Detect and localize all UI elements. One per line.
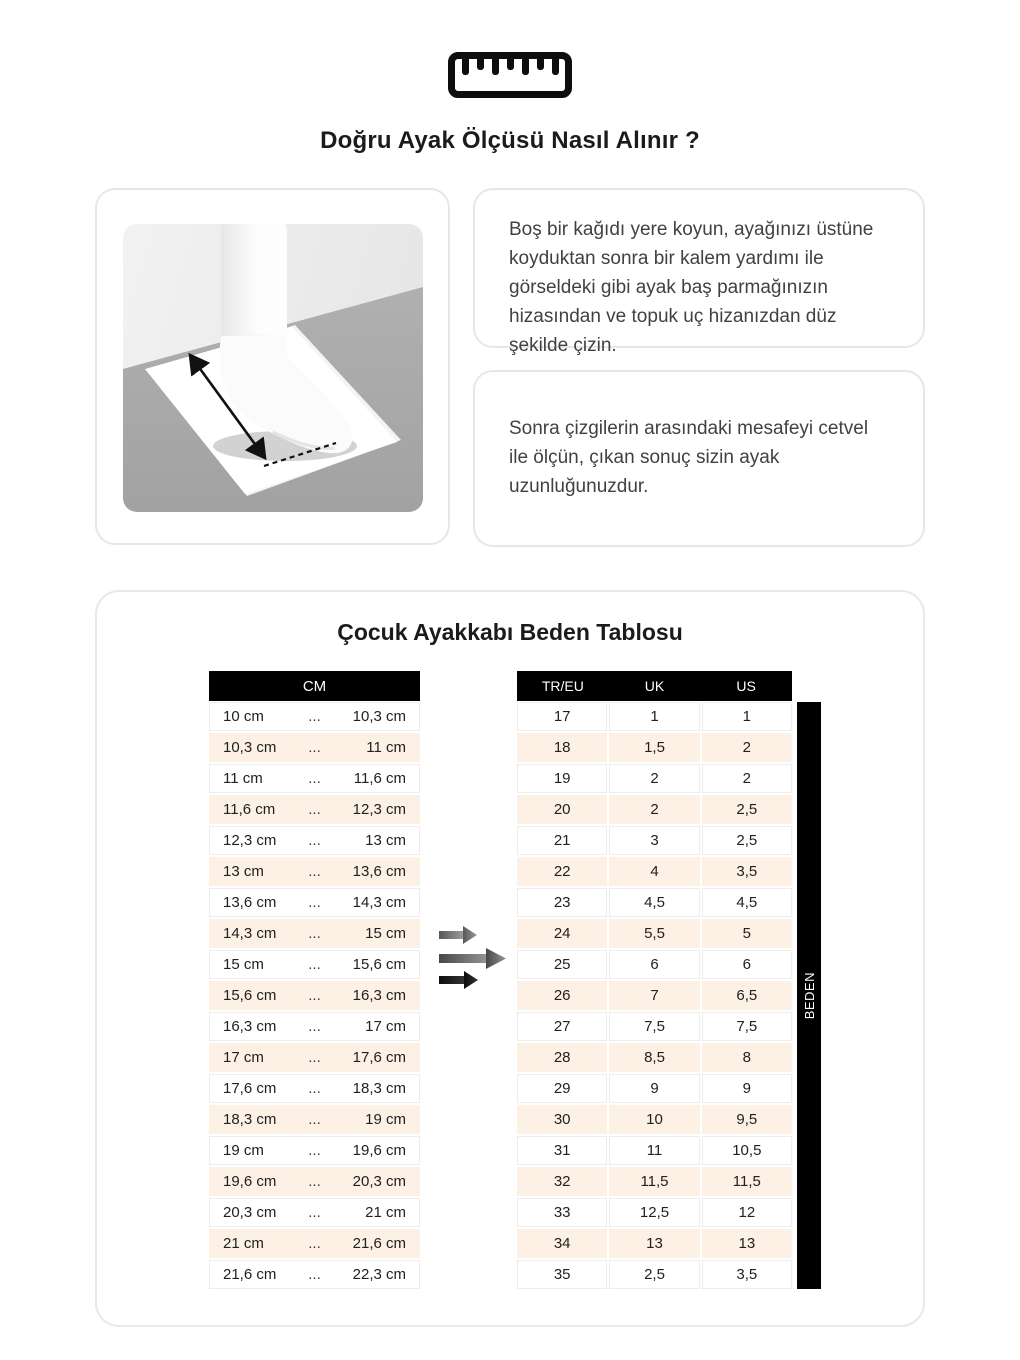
size-uk-value: 2 <box>609 795 699 824</box>
cm-from: 20,3 cm <box>223 1204 277 1221</box>
cm-from: 17,6 cm <box>223 1080 277 1097</box>
size-uk-value: 13 <box>609 1229 699 1258</box>
size-us-value: 11,5 <box>702 1167 792 1196</box>
size-uk-value: 2 <box>609 764 699 793</box>
size-uk-value: 11,5 <box>609 1167 699 1196</box>
cm-from: 21,6 cm <box>223 1266 277 1283</box>
size-table-row <box>517 857 792 886</box>
cm-to: 12,3 cm <box>352 801 406 818</box>
cm-to: 22,3 cm <box>352 1266 406 1283</box>
size-uk-value: 4,5 <box>609 888 699 917</box>
size-treu-value: 22 <box>517 857 607 886</box>
cm-from: 15,6 cm <box>223 987 277 1004</box>
size-treu-value: 20 <box>517 795 607 824</box>
size-table-row <box>517 1167 792 1196</box>
size-table-row <box>517 1043 792 1072</box>
size-us-value: 2,5 <box>702 795 792 824</box>
instruction-steps <box>473 188 925 547</box>
size-us-value: 6 <box>702 950 792 979</box>
size-table-row <box>517 1260 792 1289</box>
size-us-value: 5 <box>702 919 792 948</box>
cm-from: 21 cm <box>223 1235 264 1252</box>
size-uk-value: 5,5 <box>609 919 699 948</box>
size-us-value: 8 <box>702 1043 792 1072</box>
cm-to: 21,6 cm <box>352 1235 406 1252</box>
size-table <box>517 671 792 1291</box>
size-us-value: 9,5 <box>702 1105 792 1134</box>
cm-from: 14,3 cm <box>223 925 277 942</box>
cm-to: 11 cm <box>366 739 406 756</box>
cm-separator: ... <box>308 894 321 911</box>
cm-to: 16,3 cm <box>352 987 406 1004</box>
size-treu-value: 18 <box>517 733 607 762</box>
cm-table-row <box>209 702 420 731</box>
cm-table-row <box>209 919 420 948</box>
cm-from: 18,3 cm <box>223 1111 277 1128</box>
cm-separator: ... <box>308 1204 321 1221</box>
size-treu-value: 31 <box>517 1136 607 1165</box>
foot-on-paper-image <box>123 224 423 512</box>
size-uk-value: 12,5 <box>609 1198 699 1227</box>
cm-separator: ... <box>308 956 321 973</box>
cm-to: 11,6 cm <box>353 770 406 787</box>
size-treu-value: 34 <box>517 1229 607 1258</box>
size-us-value: 1 <box>702 702 792 731</box>
cm-table-row <box>209 1229 420 1258</box>
size-us-value: 3,5 <box>702 857 792 886</box>
cm-to: 13,6 cm <box>352 863 406 880</box>
cm-table-row <box>209 1043 420 1072</box>
size-chart-card <box>95 590 925 1327</box>
cm-to: 18,3 cm <box>352 1080 406 1097</box>
size-uk-value: 11 <box>609 1136 699 1165</box>
size-treu-value: 29 <box>517 1074 607 1103</box>
cm-separator: ... <box>308 739 321 756</box>
cm-separator: ... <box>308 1049 321 1066</box>
cm-to: 17,6 cm <box>352 1049 406 1066</box>
foot-measure-photo-card <box>95 188 450 545</box>
size-treu-value: 23 <box>517 888 607 917</box>
cm-separator: ... <box>308 1173 321 1190</box>
size-uk-value: 7 <box>609 981 699 1010</box>
cm-to: 20,3 cm <box>352 1173 406 1190</box>
size-table-header-uk: UK <box>644 678 665 694</box>
instruction-step-1-text: Boş bir kağıdı yere koyun, ayağınızı üstüne koyduktan sonra bir kalem yardımı ile görseldeki gibi ayak baş parmağınızın hizasından ve topuk uç hizanızdan düz şekilde çizin. <box>509 219 874 356</box>
cm-from: 15 cm <box>223 956 264 973</box>
cm-table <box>209 671 420 1291</box>
cm-from: 12,3 cm <box>223 832 277 849</box>
size-treu-value: 28 <box>517 1043 607 1072</box>
size-us-value: 13 <box>702 1229 792 1258</box>
cm-separator: ... <box>308 1266 321 1283</box>
size-treu-value: 24 <box>517 919 607 948</box>
size-treu-value: 17 <box>517 702 607 731</box>
size-table-header-treu: TR/EU <box>541 678 584 694</box>
cm-table-row <box>209 950 420 979</box>
size-uk-value: 8,5 <box>609 1043 699 1072</box>
size-treu-value: 25 <box>517 950 607 979</box>
size-table-body <box>517 702 792 1289</box>
size-us-value: 3,5 <box>702 1260 792 1289</box>
size-treu-value: 21 <box>517 826 607 855</box>
cm-to: 10,3 cm <box>352 708 406 725</box>
cm-from: 19 cm <box>223 1142 264 1159</box>
size-uk-value: 2,5 <box>609 1260 699 1289</box>
size-table-row <box>517 1229 792 1258</box>
size-us-value: 2 <box>702 764 792 793</box>
beden-side-label-text: BEDEN <box>801 971 817 1020</box>
cm-to: 15 cm <box>365 925 406 942</box>
size-table-row <box>517 1198 792 1227</box>
size-table-header <box>517 671 792 701</box>
page-title: Doğru Ayak Ölçüsü Nasıl Alınır ? <box>320 127 700 154</box>
cm-table-row <box>209 1012 420 1041</box>
beden-side-label <box>797 702 821 1289</box>
cm-from: 10 cm <box>223 708 264 725</box>
size-us-value: 6,5 <box>702 981 792 1010</box>
cm-table-row <box>209 857 420 886</box>
cm-table-row <box>209 1136 420 1165</box>
size-table-row <box>517 733 792 762</box>
cm-from: 11,6 cm <box>223 801 276 818</box>
cm-from: 13,6 cm <box>223 894 277 911</box>
cm-table-row <box>209 1260 420 1289</box>
cm-to: 19,6 cm <box>352 1142 406 1159</box>
size-table-row <box>517 764 792 793</box>
size-treu-value: 32 <box>517 1167 607 1196</box>
cm-to: 17 cm <box>365 1018 406 1035</box>
instructions-section <box>95 188 925 547</box>
cm-separator: ... <box>308 708 321 725</box>
size-chart-title: Çocuk Ayakkabı Beden Tablosu <box>337 619 683 645</box>
cm-from: 11 cm <box>223 770 263 787</box>
size-us-value: 10,5 <box>702 1136 792 1165</box>
cm-separator: ... <box>308 987 321 1004</box>
cm-table-row <box>209 795 420 824</box>
size-uk-value: 4 <box>609 857 699 886</box>
size-uk-value: 6 <box>609 950 699 979</box>
size-us-value: 12 <box>702 1198 792 1227</box>
size-uk-value: 7,5 <box>609 1012 699 1041</box>
size-uk-value: 3 <box>609 826 699 855</box>
size-table-row <box>517 888 792 917</box>
cm-table-header: CM <box>209 671 420 701</box>
cm-to: 14,3 cm <box>352 894 406 911</box>
size-table-row <box>517 950 792 979</box>
size-treu-value: 33 <box>517 1198 607 1227</box>
size-treu-value: 19 <box>517 764 607 793</box>
size-table-row <box>517 1012 792 1041</box>
size-treu-value: 26 <box>517 981 607 1010</box>
cm-table-row <box>209 826 420 855</box>
cm-table-row <box>209 764 420 793</box>
size-table-row <box>517 981 792 1010</box>
cm-to: 21 cm <box>365 1204 406 1221</box>
size-table-row <box>517 702 792 731</box>
cm-separator: ... <box>308 1018 321 1035</box>
cm-table-row <box>209 1105 420 1134</box>
instruction-step-2-text: Sonra çizgilerin arasındaki mesafeyi cetvel ile ölçün, çıkan sonuç sizin ayak uzunluğunuzdur. <box>509 418 869 497</box>
size-us-value: 9 <box>702 1074 792 1103</box>
size-table-row <box>517 919 792 948</box>
cm-table-row <box>209 981 420 1010</box>
cm-separator: ... <box>308 770 321 787</box>
cm-table-body <box>209 702 420 1289</box>
cm-separator: ... <box>308 863 321 880</box>
cm-table-row <box>209 1074 420 1103</box>
size-uk-value: 10 <box>609 1105 699 1134</box>
page-header <box>0 0 1020 155</box>
instruction-card-2 <box>473 370 925 547</box>
size-uk-value: 1,5 <box>609 733 699 762</box>
size-us-value: 2,5 <box>702 826 792 855</box>
size-us-value: 4,5 <box>702 888 792 917</box>
cm-separator: ... <box>308 925 321 942</box>
size-table-header-us: US <box>736 678 756 694</box>
cm-table-row <box>209 1167 420 1196</box>
instruction-card-1 <box>473 188 925 356</box>
cm-to: 13 cm <box>365 832 406 849</box>
cm-from: 13 cm <box>223 863 264 880</box>
size-table-row <box>517 795 792 824</box>
size-us-value: 7,5 <box>702 1012 792 1041</box>
size-treu-value: 30 <box>517 1105 607 1134</box>
size-table-row <box>517 826 792 855</box>
cm-separator: ... <box>308 1235 321 1252</box>
size-uk-value: 9 <box>609 1074 699 1103</box>
cm-to: 19 cm <box>365 1111 406 1128</box>
size-treu-value: 35 <box>517 1260 607 1289</box>
cm-separator: ... <box>308 1142 321 1159</box>
cm-separator: ... <box>308 1111 321 1128</box>
cm-from: 17 cm <box>223 1049 264 1066</box>
foot-measure-illustration <box>123 224 423 512</box>
cm-separator: ... <box>308 832 321 849</box>
cm-from: 16,3 cm <box>223 1018 277 1035</box>
ruler-icon <box>448 52 572 98</box>
size-table-row <box>517 1105 792 1134</box>
size-uk-value: 1 <box>609 702 699 731</box>
cm-separator: ... <box>308 801 321 818</box>
size-table-row <box>517 1136 792 1165</box>
cm-table-row <box>209 733 420 762</box>
cm-to: 15,6 cm <box>352 956 406 973</box>
cm-separator: ... <box>308 1080 321 1097</box>
cm-from: 19,6 cm <box>223 1173 277 1190</box>
cm-table-row <box>209 1198 420 1227</box>
size-treu-value: 27 <box>517 1012 607 1041</box>
cm-from: 10,3 cm <box>223 739 277 756</box>
cm-table-row <box>209 888 420 917</box>
size-us-value: 2 <box>702 733 792 762</box>
size-table-row <box>517 1074 792 1103</box>
arrows-right-icon <box>438 926 506 990</box>
